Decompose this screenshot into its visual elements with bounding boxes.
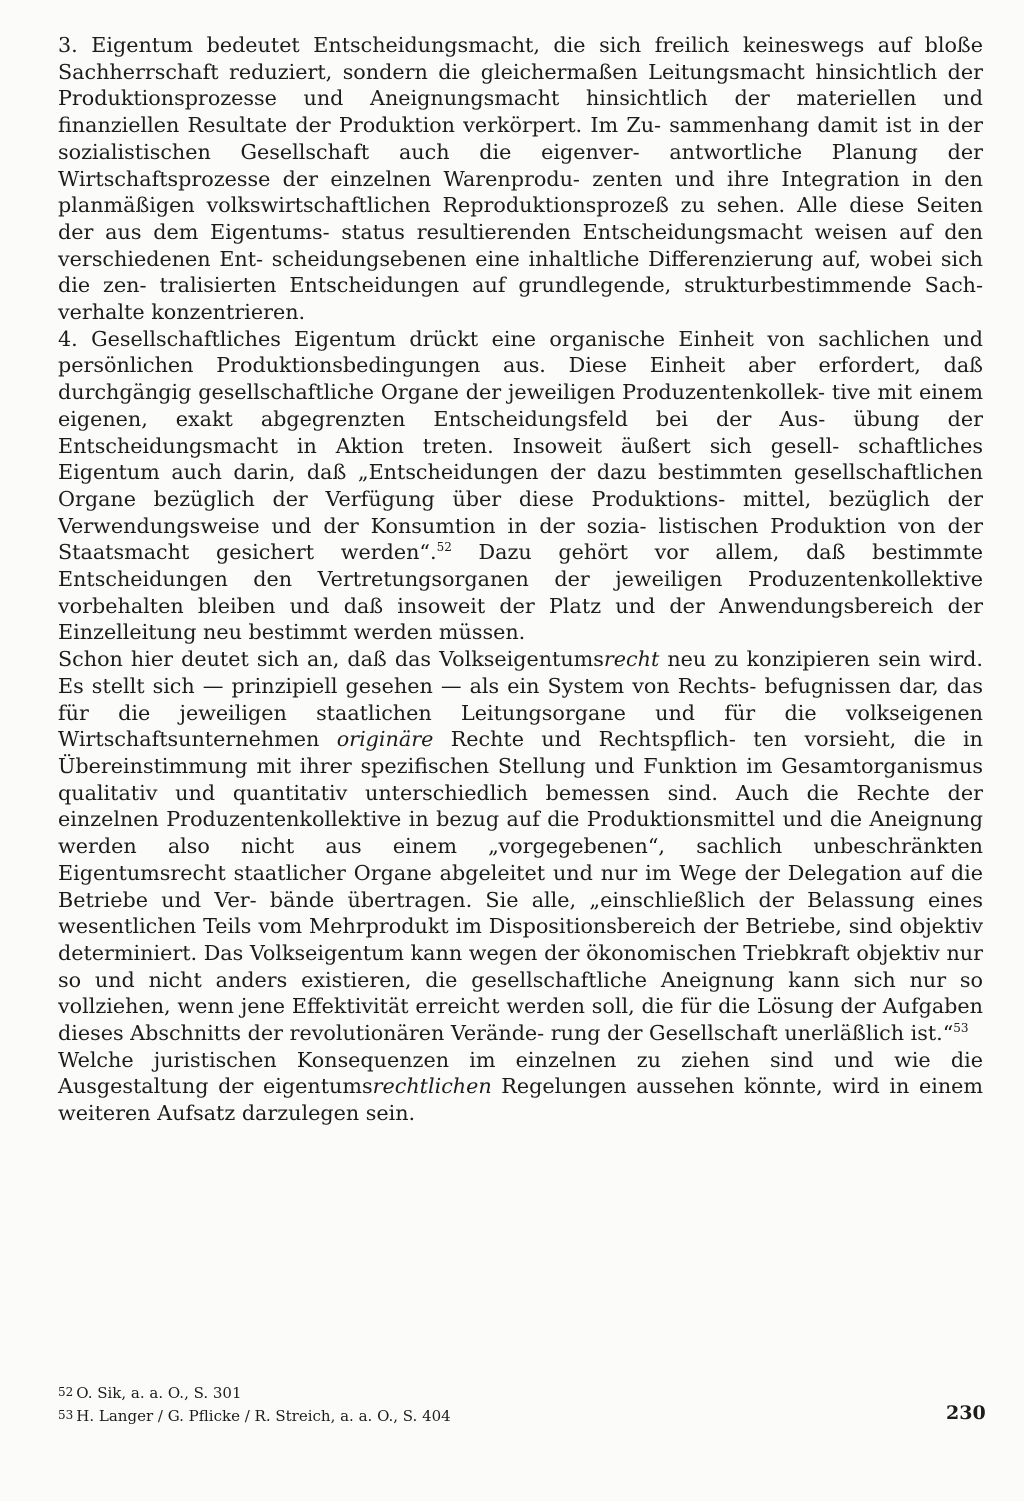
text-line: materiellen und finanziellen Resultate der Produktion verkörpert. Im Zu-	[58, 86, 983, 138]
text-line: die volkseigenen Wirtschaftsunternehmen	[58, 700, 983, 752]
text-line: Reproduktionsprozeß zu sehen. Alle diese Seiten der aus dem Eigentums-	[58, 193, 983, 244]
footnote-53	[58, 1404, 758, 1427]
text-line: bezug auf die Produktionsmittel und die Aneignung werden also nicht aus	[58, 807, 984, 859]
text-line: mittel, bezüglich der Verwendungsweise und der Konsumtion in der sozia-	[58, 486, 984, 538]
text-line: Schon hier deutet sich an, daß das Volkseigentums	[58, 647, 604, 672]
text-line: Ausgestaltung der eigentums	[58, 1074, 373, 1099]
text-line: 4. Gesellschaftliches Eigentum drückt eine organische Einheit von sachlichen	[58, 326, 930, 351]
page-number: 230	[946, 1402, 986, 1424]
text-line: verhalte konzentrieren.	[58, 300, 306, 325]
text-line: zenten und ihre Integration in den planmäßigen volkswirtschaftlichen	[58, 166, 984, 218]
text-line: schaftliches Eigentum auch darin, daß „Entscheidungen der dazu bestimmten	[58, 433, 983, 485]
text-line: tralisierten Entscheidungen auf grundlegende, strukturbestimmende Sach-	[159, 273, 983, 298]
text-line: daß durchgängig gesellschaftliche Organe der jeweiligen Produzentenkollek-	[58, 353, 984, 405]
text-line: Organe abgeleitet und nur im Wege der Delegation auf die Betriebe und Ver-	[58, 860, 984, 912]
text-line: befugnissen dar, das für die jeweiligen staatlichen Leitungsorgane und für	[58, 673, 983, 725]
text-line: antwortliche Planung der Wirtschaftsprozesse der einzelnen Warenprodu-	[58, 139, 984, 191]
text-line: vor allem, daß bestimmte Entscheidungen den Vertretungsorganen der	[58, 540, 983, 592]
text-line: tive mit einem eigenen, exakt abgegrenzten Entscheidungsfeld bei der Aus-	[58, 380, 983, 431]
page-body	[58, 32, 983, 1127]
text-line: müssen.	[438, 620, 526, 645]
footnote-text: O. Sik, a. a. O., S. 301	[76, 1384, 242, 1402]
text-line: determiniert. Das Volkseigentum kann wegen der ökonomischen Triebkraft	[58, 940, 850, 965]
text-line: einem „vorgegebenen“, sachlich unbeschränkten Eigentumsrecht staatlicher	[58, 834, 984, 885]
footnote-ref-53[interactable]: 53	[953, 1021, 969, 1036]
footnote-text: H. Langer / G. Pflicke / R. Streich, a. a. O., S. 404	[76, 1407, 451, 1425]
text-line: sein wird. Es stellt sich — prinzipiell gesehen — als ein System von Rechts-	[58, 647, 983, 698]
footnote-ref-52[interactable]: 52	[436, 540, 452, 555]
text-line: rung der Gesellschaft unerläßlich ist.“	[550, 1021, 954, 1046]
text-line: status resultierenden Entscheidungsmacht weisen auf den verschiedenen Ent-	[58, 219, 983, 271]
footnote-52	[58, 1381, 758, 1404]
text-line: kann sich nur so vollziehen, wenn jene Effektivität erreicht werden soll, die	[58, 967, 984, 1019]
footnote-number: 53	[58, 1408, 74, 1422]
text-line: bemessen sind. Auch die Rechte der einzelnen Produzentenkollektive in	[58, 780, 983, 832]
text-line: objektiv nur so und nicht anders existieren, die gesellschaftliche Aneignung	[58, 940, 984, 992]
text-line: jeweiligen Produzentenkollektive vorbehalten bleiben und daß insoweit der	[58, 567, 984, 618]
text-line: sammenhang damit ist in der sozialistischen Gesellschaft auch die eigenver-	[58, 113, 984, 164]
footnotes	[58, 1381, 758, 1427]
text-line: 3. Eigentum bedeutet Entscheidungsmacht, die sich freilich keineswegs auf	[58, 33, 912, 57]
text-line: und persönlichen Produktionsbedingungen aus. Diese Einheit aber erfordert,	[58, 326, 983, 378]
text-line: neu zu konzipieren	[659, 647, 870, 672]
text-line: Funktion im Gesamtorganismus qualitativ und quantitativ unterschiedlich	[58, 753, 983, 805]
text-line: in einem weiteren Aufsatz darzulegen sein.	[58, 1074, 984, 1126]
text-line: Welche juristischen Konsequenzen im einzelnen zu ziehen sind und wie die	[58, 1047, 983, 1072]
text-line: übung der Entscheidungsmacht in Aktion treten. Insoweit äußert sich gesell-	[58, 406, 983, 458]
text-line: Regelungen aussehen könnte, wird	[491, 1074, 880, 1099]
emphasis-text: recht	[603, 647, 660, 672]
paragraph-conclusion	[58, 1047, 983, 1127]
paragraph-4	[58, 326, 983, 646]
text-line: bloße Sachherrschaft reduziert, sondern die gleichermaßen Leitungsmacht	[58, 33, 983, 84]
text-line: hinsichtlich der Produktionsprozesse und Aneignungsmacht hinsichtlich der	[58, 59, 983, 111]
text-line: Rechte und Rechtspflich-	[433, 727, 736, 752]
text-line: Dazu gehört	[451, 540, 628, 565]
text-line: gesellschaftlichen Organe bezüglich der Verfügung über diese Produktions-	[58, 460, 984, 511]
paragraph-3	[58, 32, 983, 326]
paragraph-volkseigentum	[58, 646, 983, 1047]
emphasis-text: rechtlichen	[372, 1074, 492, 1099]
text-line: Teils vom Mehrprodukt im Dispositionsbereich der Betriebe, sind objektiv	[203, 914, 984, 939]
text-line: scheidungsebenen eine inhaltliche Differenzierung auf, wobei sich die zen-	[58, 246, 984, 298]
text-line: Platz und der Anwendungsbereich der Einzelleitung neu bestimmt werden	[58, 593, 983, 645]
text-line: für die Lösung der Aufgaben dieses Abschnitts der revolutionären Verände-	[58, 994, 983, 1046]
emphasis-text: originäre	[336, 727, 434, 752]
text-line: ten vorsieht, die in Übereinstimmung mit ihrer spezifischen Stellung und	[58, 727, 984, 778]
footnote-number: 52	[58, 1385, 74, 1399]
text-line: bände übertragen. Sie alle, „einschließlich der Belassung eines wesentlichen	[58, 887, 983, 939]
text-line: listischen Produktion von der Staatsmacht gesichert werden“.	[58, 513, 984, 565]
